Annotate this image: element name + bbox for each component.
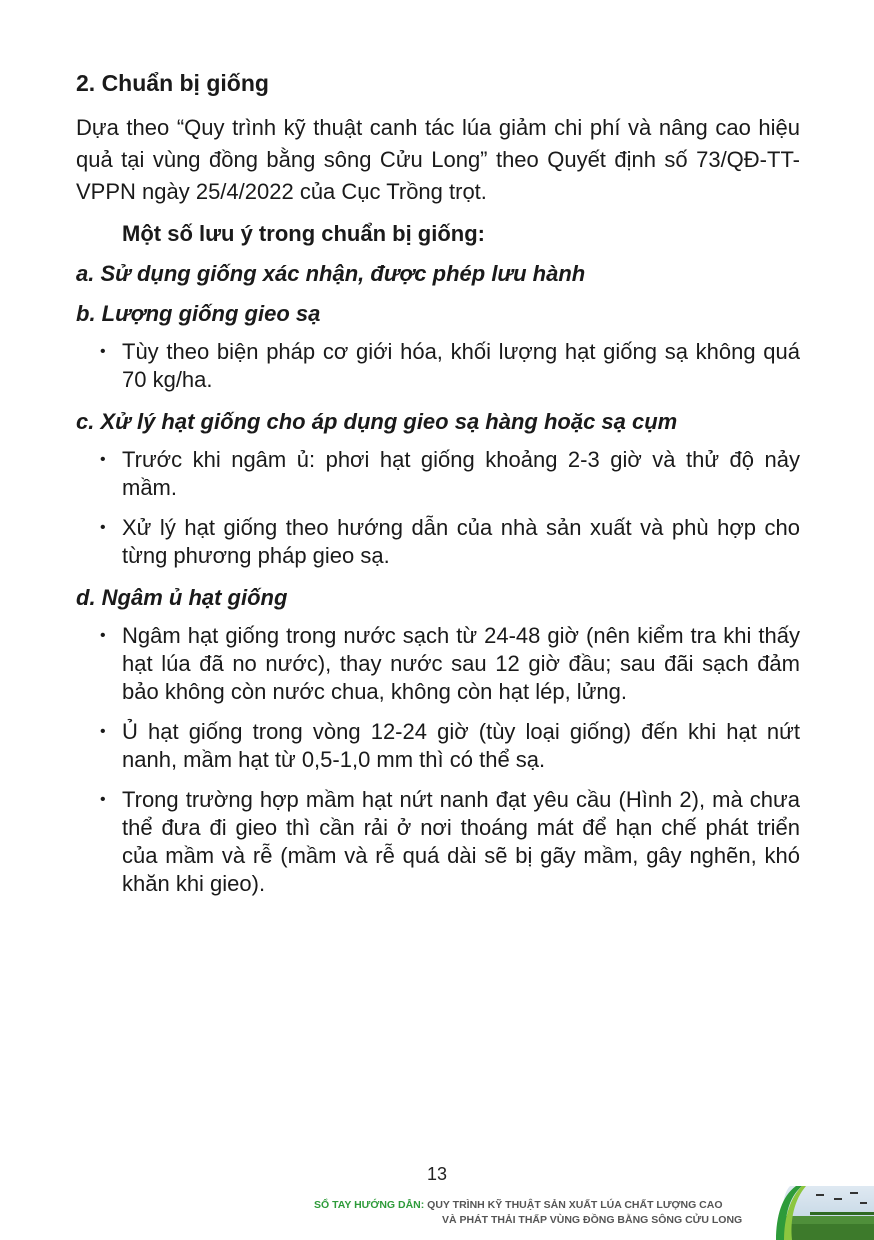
- subsection-b-list: [76, 338, 800, 394]
- intro-paragraph: Dựa theo “Quy trình kỹ thuật canh tác lúa giảm chi phí và nâng cao hiệu quả tại vùng đồng bằng sông Cửu Long” theo Quyết định số 73/QĐ-TT-VPPN ngày 25/4/2022 của Cục Trồng trọt.: [76, 115, 800, 204]
- section-title: 2. Chuẩn bị giống: [76, 70, 269, 96]
- list-item: [76, 514, 800, 570]
- list-item: [76, 446, 800, 502]
- footer-line-2: VÀ PHÁT THẢI THẤP VÙNG ĐỒNG BẰNG SÔNG CỬU LONG: [442, 1214, 743, 1226]
- subsection-c-list: [76, 446, 800, 570]
- footer-title: [314, 1198, 784, 1228]
- bullet-icon: •: [100, 519, 106, 536]
- bullet-icon: •: [100, 343, 106, 360]
- bullet-icon: •: [100, 627, 106, 644]
- list-item-text: Xử lý hạt giống theo hướng dẫn của nhà sản xuất và phù hợp cho từng phương pháp gieo sạ.: [122, 515, 800, 568]
- rice-field-drone-image: [776, 1186, 874, 1240]
- subsection-d-heading: d. Ngâm ủ hạt giống: [76, 585, 288, 610]
- list-item: [76, 786, 800, 898]
- page-number: 13: [426, 1164, 448, 1184]
- footer-brand: SỔ TAY HƯỚNG DẪN:: [314, 1199, 425, 1211]
- bullet-icon: •: [100, 791, 106, 808]
- bullet-icon: •: [100, 723, 106, 740]
- bullet-icon: •: [100, 451, 106, 468]
- page-content: [76, 68, 800, 910]
- subsection-a-heading: a. Sử dụng giống xác nhận, được phép lưu hành: [76, 261, 586, 286]
- list-item: [76, 718, 800, 774]
- list-item-text: Ủ hạt giống trong vòng 12-24 giờ (tùy loại giống) đến khi hạt nứt nanh, mầm hạt từ 0,5-1,0 mm thì có thể sạ.: [122, 719, 800, 772]
- subsection-c-heading: c. Xử lý hạt giống cho áp dụng gieo sạ hàng hoặc sạ cụm: [76, 409, 678, 434]
- footer-row-1: [314, 1198, 784, 1213]
- list-item-text: Tùy theo biện pháp cơ giới hóa, khối lượng hạt giống sạ không quá 70 kg/ha.: [122, 339, 800, 392]
- list-item-text: Trước khi ngâm ủ: phơi hạt giống khoảng 2-3 giờ và thử độ nảy mầm.: [122, 447, 800, 500]
- footer-line-1: QUY TRÌNH KỸ THUẬT SẢN XUẤT LÚA CHẤT LƯỢNG CAO: [427, 1199, 723, 1211]
- list-item-text: Ngâm hạt giống trong nước sạch từ 24-48 giờ (nên kiểm tra khi thấy hạt lúa đã no nước), thay nước sau 12 giờ đầu; sau đãi sạch đảm bảo không còn nước chua, không còn hạt lép, lửng.: [122, 623, 800, 704]
- note-heading: Một số lưu ý trong chuẩn bị giống:: [122, 221, 485, 246]
- list-item: [76, 622, 800, 706]
- subsection-b-heading: b. Lượng giống gieo sạ: [76, 301, 321, 326]
- subsection-d-list: [76, 622, 800, 898]
- list-item-text: Trong trường hợp mầm hạt nứt nanh đạt yêu cầu (Hình 2), mà chưa thể đưa đi gieo thì cần rải ở nơi thoáng mát để hạn chế phát triển của mầm và rễ (mầm và rễ quá dài sẽ bị gãy mầm, gây nghẽn, khó khăn khi gieo).: [122, 787, 800, 896]
- list-item: [76, 338, 800, 394]
